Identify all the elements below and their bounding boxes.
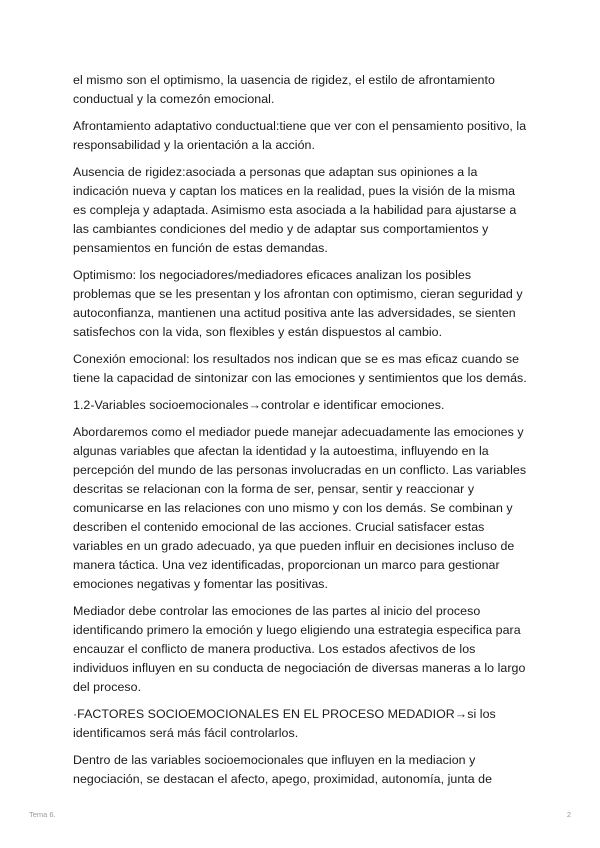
- document-body: [73, 71, 528, 797]
- paragraph-ausencia-rigidez: Ausencia de rigidez:asociada a personas que adaptan sus opiniones a la indicación nueva y captan los matices en la realidad, pues la visión de la misma es compleja y adaptada. Asimismo esta asociada a la habilidad para ajustarse a las cambiantes condiciones del medio y de adaptar sus comportamientos y pensamientos en función de estas demandas.: [73, 165, 517, 255]
- paragraph-dentro-variables: Dentro de las variables socioemocionales que influyen en la mediacion y negociación, se destacan el afecto, apego, proximidad, autonomía, junta de: [73, 753, 493, 786]
- paragraph-abordaremos: Abordaremos como el mediador puede manejar adecuadamente las emociones y algunas variables que afectan la identidad y la autoestima, influyendo en la percepción del mundo de las personas involucradas en un conflicto. Las variables descritas se relacionan con la forma de ser, pensar, sentir y reaccionar y comunicarse en las relaciones con uno mismo y con los demás. Se combinan y describen el contenido emocional de las acciones. Crucial satisfacer estas variables en un grado adecuado, ya que pueden influir en decisiones incluso de manera táctica. Una vez identificadas, proporcionan un marco para gestionar emociones negativas y fomentar las positivas.: [73, 425, 527, 591]
- paragraph-factores: ·FACTORES SOCIOEMOCIONALES EN EL PROCESO MEDADIOR→si los identificamos será más fácil controlarlos.: [73, 707, 496, 740]
- section-heading-variables: 1.2-Variables socioemocionales→controlar e identificar emociones.: [73, 398, 445, 412]
- paragraph-afrontamiento: Afrontamiento adaptativo conductual:tiene que ver con el pensamiento positivo, la responsabilidad y la orientación a la acción.: [73, 119, 527, 152]
- paragraph-optimismo: Optimismo: los negociadores/mediadores eficaces analizan los posibles problemas que se les presentan y los afrontan con optimismo, cieran seguridad y autoconfianza, mantienen una actitud positiva ante las adversidades, se sienten satisfechos con la vida, son flexibles y están dispuestos al cambio.: [73, 268, 523, 339]
- paragraph-intro-continuation: el mismo son el optimismo, la uasencia de rigidez, el estilo de afrontamiento conductual y la comezón emocional.: [73, 73, 495, 106]
- paragraph-conexion-emocional: Conexión emocional: los resultados nos indican que se es mas eficaz cuando se tiene la capacidad de sintonizar con las emociones y sentimientos que los demás.: [73, 352, 527, 385]
- footer-topic: Tema 6.: [29, 810, 56, 819]
- paragraph-mediador: Mediador debe controlar las emociones de las partes al inicio del proceso identificando primero la emoción y luego eligiendo una estrategia especifica para encauzar el conflicto de manera productiva. Los estados afectivos de los individuos influyen en su conducta de negociación de diversas maneras a lo largo del proceso.: [73, 604, 526, 694]
- page-number: 2: [566, 810, 571, 819]
